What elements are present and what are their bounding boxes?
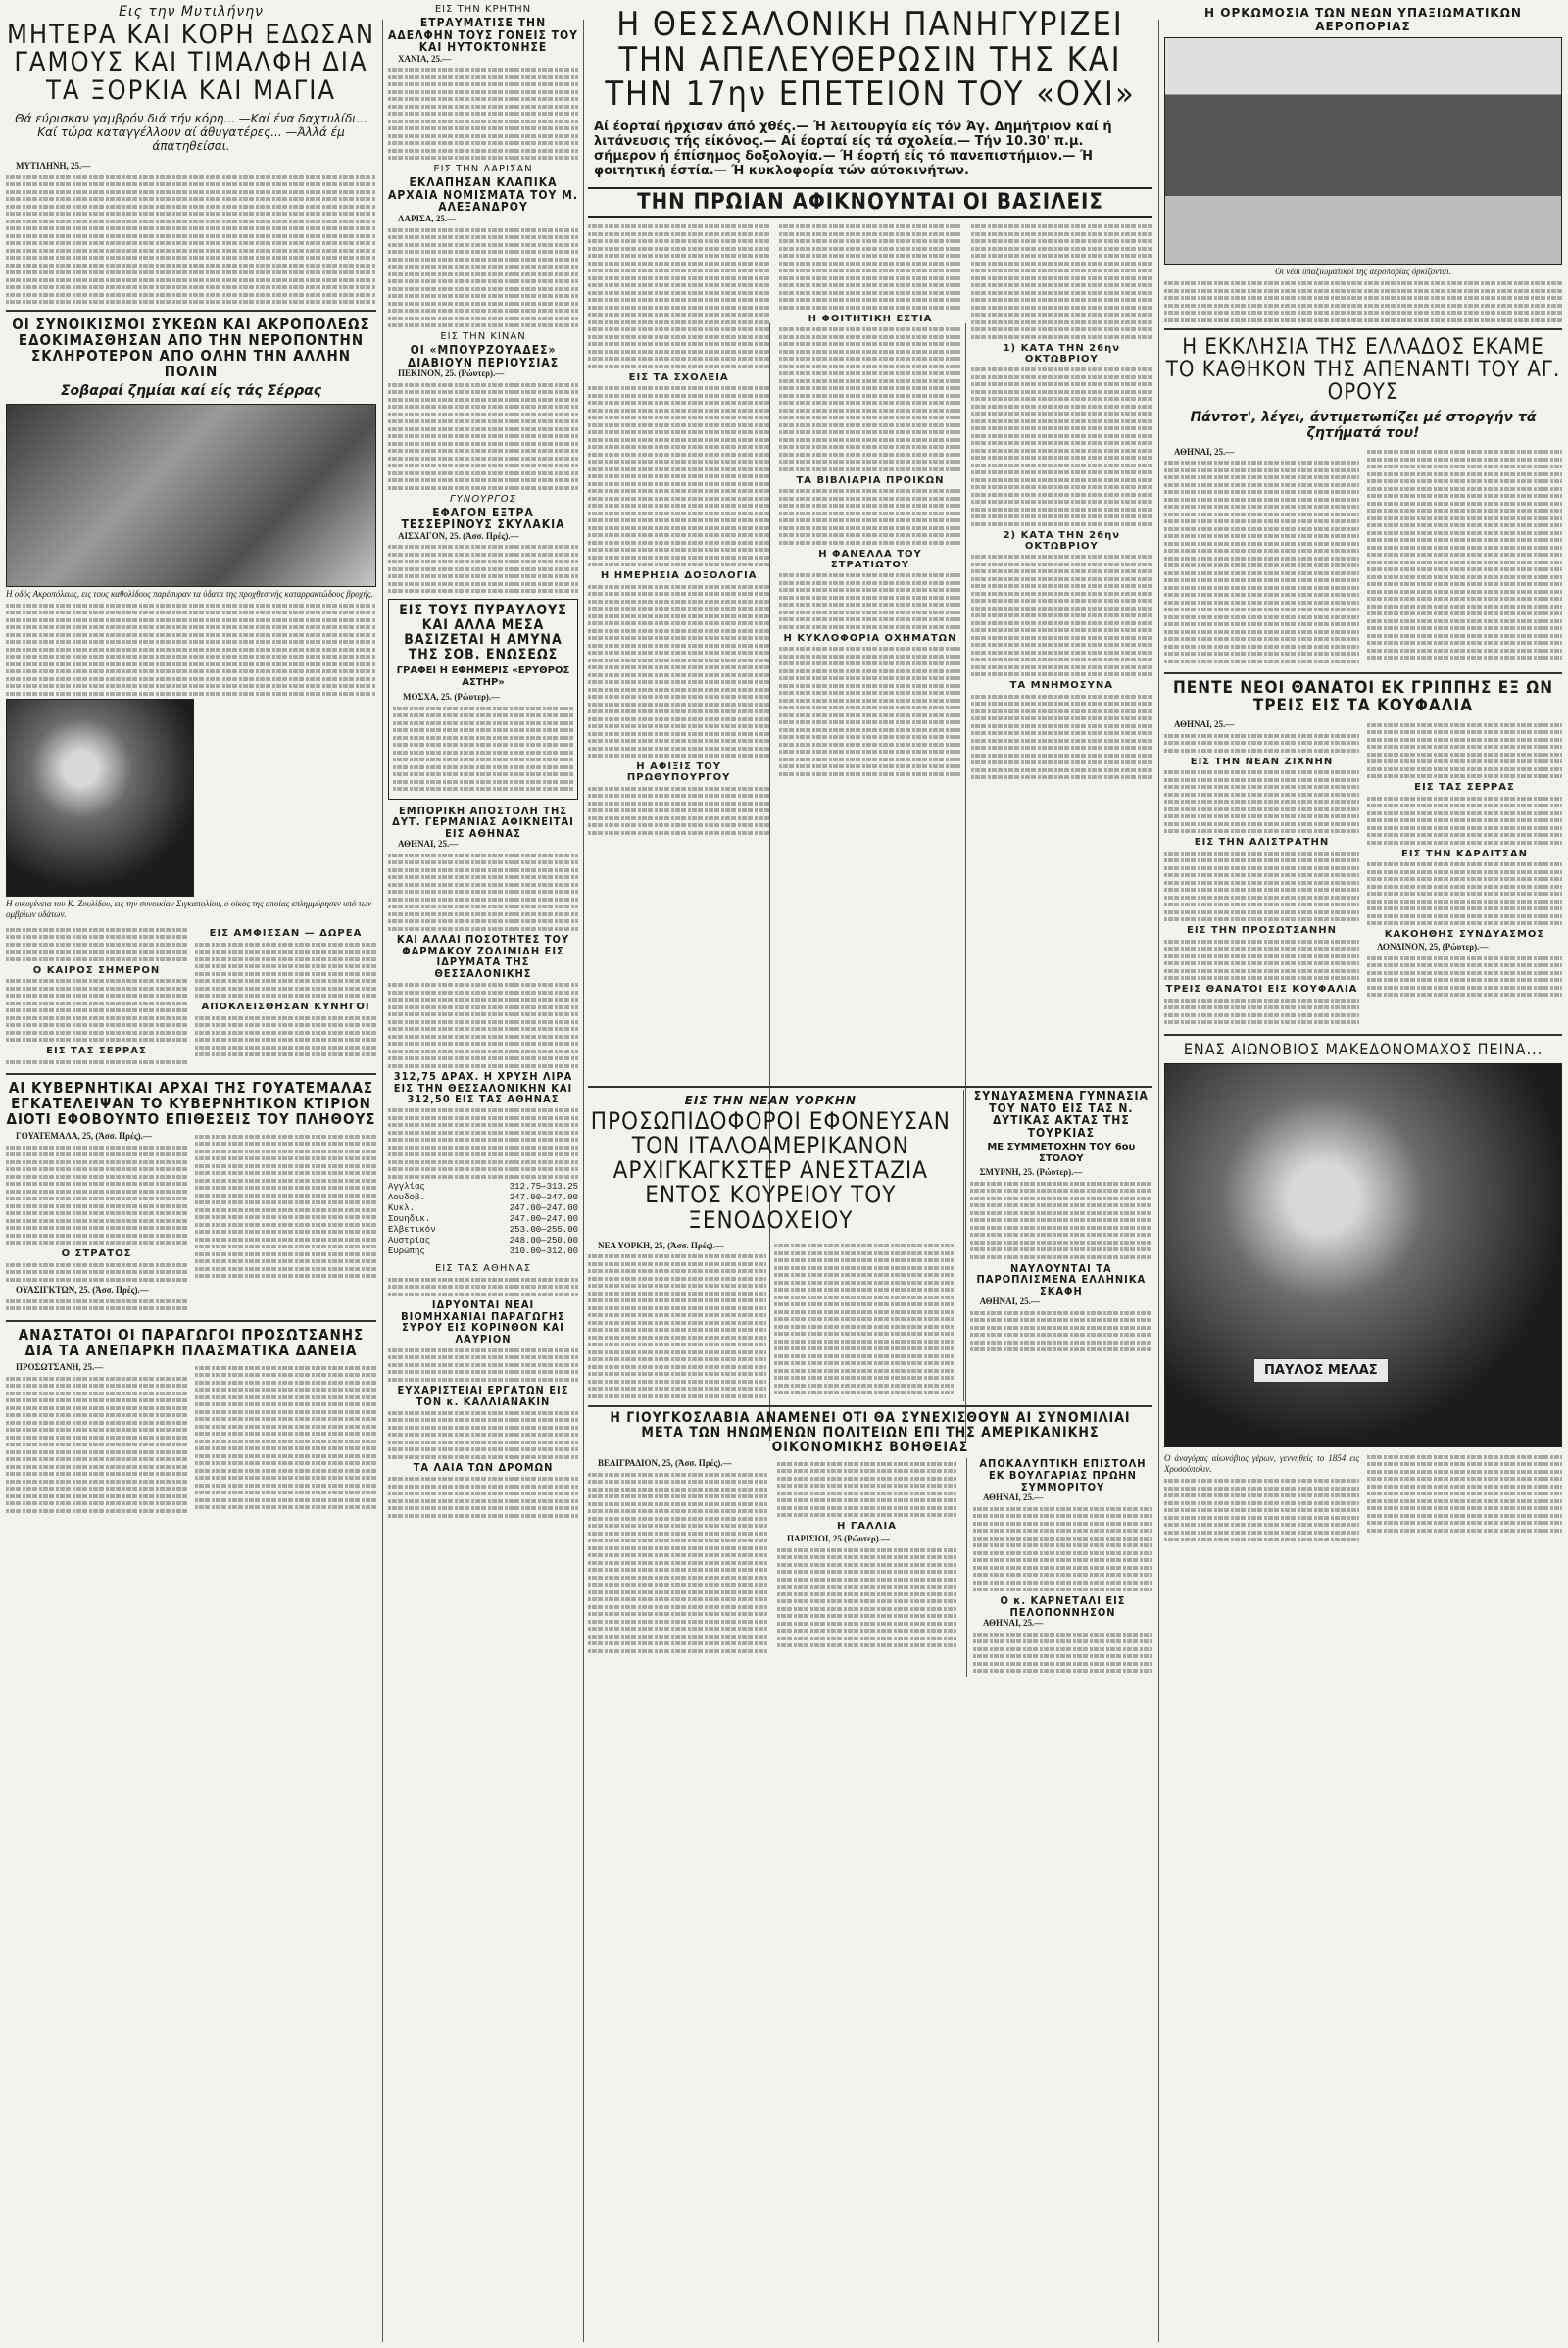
dateline: ΧΑΝΙΑ, 25.— xyxy=(398,53,452,64)
article-body xyxy=(1164,1451,1562,1545)
section-label: Η ΑΦΙΞΙΣ ΤΟΥ ΠΡΩΘΥΠΟΥΡΓΟΥ xyxy=(626,761,731,784)
dateline: ΒΕΛΙΓΡΑΔΙΟΝ, 25, (Άσσ. Πρές).— xyxy=(598,1458,732,1469)
article-body xyxy=(388,983,578,1068)
article-body xyxy=(970,1296,1152,1351)
article-body xyxy=(6,161,376,304)
kicker: ΓΥΝΟΥΡΓΟΣ xyxy=(450,493,516,505)
kicker: Εις την Μυτιλήνην xyxy=(119,4,264,20)
section-rule xyxy=(1164,328,1562,330)
photo-caption: Ο άναγόρας αίωνόβιος γέρων, γεννηθείς το 1854 εις Χρυσούπολιν. xyxy=(1164,1453,1359,1475)
dateline: ΛΑΡΙΣΑ, 25.— xyxy=(398,214,457,224)
dateline: ΑΘΗΝΑΙ, 25.— xyxy=(1174,446,1235,457)
headline-china: ΟΙ «ΜΠΟΥΡΖΟΥΑΔΕΣ» ΔΙΑΒΙΟΥΝ ΠΕΡΙΟΥΣΙΑΣ xyxy=(407,343,560,369)
headline-ships: ΝΑΥΛΟΥΝΤΑΙ ΤΑ ΠΑΡΟΠΛΙΣΜΕΝΑ ΕΛΛΗΝΙΚΑ ΣΚΑΦΗ xyxy=(976,1261,1147,1297)
section-rule xyxy=(6,310,376,312)
kicker: ΕΙΣ ΤΑΣ ΑΘΗΝΑΣ xyxy=(434,1263,532,1275)
section-label: ΕΙΣ ΤΑ ΣΧΟΛΕΙΑ xyxy=(628,371,729,383)
section-label: ΕΙΣ ΤΗΝ ΝΕΑΝ ΖΙΧΝΗΝ xyxy=(1190,756,1334,767)
dateline: ΑΘΗΝΑΙ, 25.— xyxy=(983,1492,1044,1503)
headline-nato: ΣΥΝΔΥΑΣΜΕΝΑ ΓΥΜΝΑΣΙΑ ΤΟΥ ΝΑΤΟ ΕΙΣ ΤΑΣ Ν. ΔΥΤΙΚΑΣ ΑΚΤΑΣ ΤΗΣ ΤΟΥΡΚΙΑΣ xyxy=(973,1088,1149,1140)
headline-dogs: ΕΦΑΓΟΝ ΕΞΤΡΑ ΤΕΣΣΕΡΙΝΟΥΣ ΣΚΥΛΑΚΙΑ xyxy=(401,505,565,532)
side-stories xyxy=(966,1458,1152,1676)
article-body xyxy=(393,692,573,791)
section-label: ΑΠΟΚΛΕΙΣΘΗΣΑΝ ΚΥΝΗΓΟΙ xyxy=(201,1002,370,1013)
kicker: ΕΙΣ ΤΗΝ ΝΕΑΝ ΥΟΡΚΗΝ xyxy=(684,1093,857,1107)
photo-caption: Οι νέοι ύπαξιωματικοί της αεροπορίας όρκίζονται. xyxy=(1275,267,1451,276)
kicker: ΕΙΣ ΤΗΝ ΚΡΗΤΗΝ xyxy=(434,4,532,15)
price-table xyxy=(388,1182,578,1257)
second-column xyxy=(388,0,578,1521)
main-headline: Η ΘΕΣΣΑΛΟΝΙΚΗ ΠΑΝΗΓΥΡΙΖΕΙ ΤΗΝ ΑΠΕΛΕΥΘΕΡΩΣΙΝ ΤΗΣ ΚΑΙ ΤΗΝ 17ην ΕΠΕΤΕΙΟΝ ΤΟΥ «ΟΧΙ» xyxy=(605,5,1136,115)
subhead-serres: Σοβαραί ζημίαι καί είς τάς Σέρρας xyxy=(60,383,322,400)
headline-guatemala: ΑΙ ΚΥΒΕΡΝΗΤΙΚΑΙ ΑΡΧΑΙ ΤΗΣ ΓΟΥΑΤΕΜΑΛΑΣ ΕΓΚΑΤΕΛΕΙΨΑΝ ΤΟ ΚΥΒΕΡΝΗΤΙΚΟΝ ΚΤΙΡΙΟΝ ΔΙΟΤΙ ΕΦΟΒΟΥΝΤΟ ΕΠΙΘΕΣΕΙΣ ΤΟΥ ΠΛΗΘΟΥΣ xyxy=(6,1079,376,1128)
main-story-columns xyxy=(588,221,1152,1084)
right-column xyxy=(1164,0,1562,1545)
price-row xyxy=(388,1203,578,1214)
article-body xyxy=(1164,447,1562,667)
column-rule xyxy=(583,20,584,2342)
headline-streets: ΤΑ ΛΑΙΑ ΤΩΝ ΔΡΟΜΩΝ xyxy=(413,1461,554,1475)
article-body xyxy=(388,54,578,161)
price-label: Λουδοβ. xyxy=(388,1193,425,1203)
section-label: Ο ΣΤΡΑΤΟΣ xyxy=(61,1248,132,1260)
article-body xyxy=(388,839,578,931)
subhead: ΜΕ ΣΥΜΜΕΤΟΧΗΝ ΤΟΥ 6ου ΣΤΟΛΟΥ xyxy=(987,1142,1136,1164)
section-label: 2) ΚΑΤΑ ΤΗΝ 26ην ΟΚΤΩΒΡΙΟΥ xyxy=(1003,529,1121,552)
dateline: ΟΥΑΣΙΓΚΤΩΝ, 25. (Άσσ. Πρές).— xyxy=(16,1285,149,1296)
price-label: Κυκλ. xyxy=(388,1203,416,1214)
section-rule xyxy=(1164,672,1562,674)
article-body xyxy=(388,1477,578,1518)
headline-flu: ΠΕΝΤΕ ΝΕΟΙ ΘΑΝΑΤΟΙ ΕΚ ΓΡΙΠΠΗΣ ΕΞ ΩΝ ΤΡΕΙΣ ΕΙΣ ΤΑ ΚΟΥΦΑΛΙΑ xyxy=(1172,678,1554,716)
section-label: ΕΙΣ ΤΑΣ ΣΕΡΡΑΣ xyxy=(1414,782,1515,794)
section-label: Η ΦΟΙΤΗΤΙΚΗ ΕΣΤΙΑ xyxy=(808,313,933,324)
price-value: 253.00—255.00 xyxy=(509,1225,578,1236)
headline-gold: 312,75 ΔΡΑΧ. Η ΧΡΥΣΗ ΛΙΡΑ ΕΙΣ ΤΗΝ ΘΕΣΣΑΛΟΝΙΚΗΝ ΚΑΙ 312,50 ΕΙΣ ΤΑΣ ΑΘΗΝΑΣ xyxy=(393,1070,573,1106)
article-body xyxy=(588,1458,767,1676)
price-row xyxy=(388,1193,578,1203)
macedon-fighter-photo xyxy=(1164,1063,1562,1447)
headline-macedon: ΕΝΑΣ ΑΙΩΝΟΒΙΟΣ ΜΑΚΕΔΟΝΟΜΑΧΟΣ ΠΕΙΝΑ... xyxy=(1183,1039,1544,1058)
subhead: ΓΡΑΦΕΙ Η ΕΦΗΜΕΡΙΣ «ΕΡΥΘΡΟΣ ΑΣΤΗΡ» xyxy=(396,665,570,688)
price-value: 247.00—247.00 xyxy=(509,1214,578,1225)
article-body xyxy=(970,1167,1152,1259)
price-row xyxy=(388,1236,578,1247)
article-body xyxy=(973,1618,1152,1673)
main-subhead: ΤΗΝ ΠΡΩΙΑΝ ΑΦΙΚΝΟΥΝΤΑΙ ΟΙ ΒΑΣΙΛΕΙΣ xyxy=(588,187,1152,218)
price-row xyxy=(388,1214,578,1225)
dateline: ΛΟΝΔΙΝΟΝ, 25, (Ρώυτερ).— xyxy=(1377,942,1489,953)
dateline: ΓΟΥΑΤΕΜΑΛΑ, 25, (Άσσ. Πρές).— xyxy=(16,1131,152,1142)
boxed-article xyxy=(388,599,578,799)
dateline: ΑΙΣΧΑΓΟΝ, 25. (Άσσ. Πρές).— xyxy=(398,530,519,541)
headline-crete: ΕΤΡΑΥΜΑΤΙΣΕ ΤΗΝ ΑΔΕΛΦΗΝ ΤΟΥΣ ΓΟΝΕΙΣ ΤΟΥ ΚΑΙ ΗΥΤΟΚΤΟΝΗΣΕ xyxy=(388,16,578,55)
headline-karneli: Ο κ. ΚΑΡΝΕΤΑΛΙ ΕΙΣ ΠΕΛΟΠΟΝΝΗΣΟΝ xyxy=(1000,1594,1126,1619)
headline-bulgaria: ΑΠΟΚΑΛΥΠΤΙΚΗ ΕΠΙΣΤΟΛΗ ΕΚ ΒΟΥΛΓΑΡΙΑΣ ΠΡΩΗΝ ΣΥΜΜΟΡΙΤΟΥ xyxy=(979,1457,1147,1493)
article-body xyxy=(388,368,578,490)
kicker: ΕΙΣ ΤΗΝ ΛΑΡΙΣΑΝ xyxy=(433,164,533,175)
price-value: 310.00—312.00 xyxy=(509,1247,578,1257)
section-rule xyxy=(1164,1034,1562,1036)
photo-headline: Η ΟΡΚΩΜΟΣΙΑ ΤΩΝ ΝΕΩΝ ΥΠΑΞΙΩΜΑΤΙΚΩΝ ΑΕΡΟΠΟΡΙΑΣ xyxy=(1204,6,1522,33)
section-label: ΕΙΣ ΤΗΝ ΚΑΡΔΙΤΣΑΝ xyxy=(1401,848,1528,859)
subhead-church: Πάντοτ', λέγει, άντιμετωπίζει μέ στοργήν τά ζητήματά του! xyxy=(1190,409,1537,441)
dateline: ΠΡΟΣΩΤΣΑΝΗ, 25.— xyxy=(16,1362,104,1373)
dateline: ΠΑΡΙΣΙΟΙ, 25 (Ρώυτερ).— xyxy=(787,1534,890,1544)
price-label: Ευρώπης xyxy=(388,1247,425,1257)
section-label: Η ΚΥΚΛΟΦΟΡΙΑ ΟΧΗΜΑΤΩΝ xyxy=(783,632,957,644)
left-column xyxy=(6,0,376,1516)
price-row xyxy=(388,1247,578,1257)
kicker: ΕΙΣ ΤΗΝ ΚΙΝΑΝ xyxy=(440,331,526,343)
section-label: Η ΗΜΕΡΗΣΙΑ ΔΟΞΟΛΟΓΙΑ xyxy=(600,570,758,582)
price-row xyxy=(388,1225,578,1236)
section-label: ΤΑ ΜΝΗΜΟΣΥΝΑ xyxy=(1009,680,1113,692)
section-label: ΚΑΚΟΗΘΗΣ ΣΥΝΔΥΑΣΜΟΣ xyxy=(1384,929,1545,941)
article-body xyxy=(779,221,960,1084)
column-rule xyxy=(1158,20,1159,2342)
dateline: ΠΕΚΙΝΟΝ, 25. (Ρώυτερ).— xyxy=(398,368,505,379)
article-body xyxy=(388,1348,578,1382)
price-label: Αυστρίας xyxy=(388,1236,431,1247)
article-body xyxy=(777,1458,956,1676)
section-label: ΕΙΣ ΑΜΦΙΣΣΑΝ — ΔΩΡΕΑ xyxy=(209,928,363,940)
price-label: Αγγλίας xyxy=(388,1182,425,1193)
airforce-oath-photo xyxy=(1164,37,1562,265)
headline-germany: ΕΜΠΟΡΙΚΗ ΑΠΟΣΤΟΛΗ ΤΗΣ ΔΥΤ. ΓΕΡΜΑΝΙΑΣ ΑΦΙΚΝΕΙΤΑΙ ΕΙΣ ΑΘΗΝΑΣ xyxy=(392,804,574,840)
article-body xyxy=(6,1362,376,1516)
headline-workers: ΕΥΧΑΡΙΣΤΕΙΑΙ ΕΡΓΑΤΩΝ ΕΙΣ ΤΟΝ κ. ΚΑΛΛΙΑΝΑΚΙΝ xyxy=(397,1384,569,1408)
section-rule xyxy=(6,1320,376,1322)
section-label: 1) ΚΑΤΑ ΤΗΝ 26ην ΟΚΤΩΒΡΙΟΥ xyxy=(1003,342,1121,365)
article-body xyxy=(588,221,769,1084)
column-rule xyxy=(382,20,383,2342)
main-deck: Αί έορταί ήρχισαν άπό χθές.— Ή λειτουργία είς τόν Άγ. Δημήτριον καί ή λιτάνευσις τής είκόνος.— Αί έορταί είς τά σχολεία.— Τήν 10.30' π.μ. σήμερον ή έπίσημος δοξολογία.— Ή έορτή είς τό πανεπιστήμιον.— Ή φοιτητική έστία.— Ή κυκλοφορία τών αύτοκινήτων. xyxy=(594,120,1112,178)
price-label: Σουηδικ. xyxy=(388,1214,431,1225)
name-plate: ΠΑΥΛΟΣ ΜΕΛΑΣ xyxy=(1253,1358,1389,1383)
article-body xyxy=(6,604,376,696)
flooded-family-photo xyxy=(6,699,194,897)
section-rule xyxy=(588,1405,1152,1407)
center-columns xyxy=(588,0,1152,1677)
section-label: Ο ΚΑΙΡΟΣ ΣΗΜΕΡΟΝ xyxy=(32,964,161,976)
headline-floods: ΟΙ ΣΥΝΟΙΚΙΣΜΟΙ ΣΥΚΕΩΝ ΚΑΙ ΑΚΡΟΠΟΛΕΩΣ ΕΔΟΚΙΜΑΣΘΗΣΑΝ ΑΠΟ ΤΗΝ ΝΕΡΟΠΟΝΤΗΝ ΣΚΛΗΡΟΤΕΡΟΝ ΑΠΟ ΟΛΗΝ ΤΗΝ ΑΛΛΗΝ ΠΟΛΙΝ xyxy=(12,316,370,380)
headline-yugoslavia: Η ΓΙΟΥΓΚΟΣΛΑΒΙΑ ΑΝΑΜΕΝΕΙ ΟΤΙ ΘΑ ΣΥΝΕΧΙΣΘΟΥΝ ΑΙ ΣΥΝΟΜΙΛΙΑΙ ΜΕΤΑ ΤΩΝ ΗΝΩΜΕΝΩΝ ΠΟΛΙΤΕΙΩΝ ΕΠΙ ΤΗΣ ΑΜΕΡΙΚΑΝΙΚΗΣ ΟΙΚΟΝΟΜΙΚΗΣ ΒΟΗΘΕΙΑΣ xyxy=(610,1410,1131,1455)
section-rule xyxy=(6,1073,376,1075)
dateline: ΑΘΗΝΑΙ, 25.— xyxy=(983,1618,1044,1629)
article-body xyxy=(6,924,376,1067)
price-label: Ελβετικόν xyxy=(388,1225,436,1236)
headline-industry: ΙΔΡΥΟΝΤΑΙ ΝΕΑΙ ΒΙΟΜΗΧΑΝΙΑΙ ΠΑΡΑΓΩΓΗΣ ΣΥΡΟΥ ΕΙΣ ΚΟΡΙΝΘΟΝ ΚΑΙ ΛΑΥΡΙΟΝ xyxy=(401,1298,565,1345)
price-value: 247.00—247.00 xyxy=(509,1203,578,1214)
section-label: ΕΙΣ ΤΗΝ ΑΛΙΣΤΡΑΤΗΝ xyxy=(1194,837,1330,849)
section-label: Η ΓΑΛΛΙΑ xyxy=(837,1521,897,1533)
section-label: ΤΑ ΒΙΒΛΙΑΡΙΑ ΠΡΟΙΚΩΝ xyxy=(796,474,945,486)
section-label: ΤΡΕΙΣ ΘΑΝΑΤΟΙ ΕΙΣ ΚΟΥΦΑΛΙΑ xyxy=(1165,984,1358,996)
article-body xyxy=(388,531,578,594)
article-body xyxy=(388,1411,578,1459)
section-label: Η ΦΑΝΕΛΛΑ ΤΟΥ ΣΤΡΑΤΙΩΤΟΥ xyxy=(818,548,922,570)
photo-caption: Η οικογένεια του Κ. Ζουλίδου, εις την συνοικίαν Σιγκαπολίου, ο οίκος της οποίας επλημμύρησεν υπό των ομβρίων υδάτων. xyxy=(6,899,372,920)
dateline: ΑΘΗΝΑΙ, 25.— xyxy=(979,1296,1040,1307)
headline-anastasia: ΠΡΟΣΩΠΙΔΟΦΟΡΟΙ ΕΦΟΝΕΥΣΑΝ ΤΟΝ ΙΤΑΛΟΑΜΕΡΙΚΑΝΟΝ ΑΡΧΙΓΚΑΓΚΣΤΕΡ ΑΝΕΣΤΑΖΙΑ ΕΝΤΟΣ ΚΟΥΡΕΙΟΥ ΤΟΥ ΞΕΝΟΔΟΧΕΙΟΥ xyxy=(590,1106,951,1234)
section-label: ΕΙΣ ΤΗΝ ΠΡΟΣΩΤΣΑΝΗΝ xyxy=(1187,925,1337,937)
photo-caption: Η οδός Ακροπόλεως, εις τους καθολίδους παρέσυραν τα ύδατα της προχθεσινής καταρρακτώδους βροχής. xyxy=(6,588,373,599)
lower-center xyxy=(588,1090,1152,1401)
dateline: ΜΥΤΙΛΗΝΗ, 25.— xyxy=(16,161,91,171)
article-body xyxy=(6,1131,376,1314)
section-rule xyxy=(588,1086,1152,1088)
headline-church: Η ΕΚΚΛΗΣΙΑ ΤΗΣ ΕΛΛΑΔΟΣ ΕΚΑΜΕ ΤΟ ΚΑΘΗΚΟΝ ΤΗΣ ΑΠΕΝΑΝΤΙ ΤΟΥ ΑΓ. ΟΡΟΥΣ xyxy=(1165,334,1561,405)
dateline: ΑΘΗΝΑΙ, 25.— xyxy=(1174,719,1235,730)
newyork-story xyxy=(588,1090,954,1401)
dateline: ΜΟΣΧΑ, 25. (Ρώυτερ).— xyxy=(403,692,501,703)
headline-rockets: ΕΙΣ ΤΟΥΣ ΠΥΡΑΥΛΟΥΣ ΚΑΙ ΑΛΛΑ ΜΕΣΑ ΒΑΣΙΖΕΤΑΙ Η ΑΜΥΝΑ ΤΗΣ ΣΟΒ. ΕΝΩΣΕΩΣ xyxy=(399,603,567,662)
yugoslavia-story xyxy=(588,1458,1152,1676)
nato-story xyxy=(963,1090,1152,1401)
flood-street-photo xyxy=(6,404,376,587)
dateline: ΑΘΗΝΑΙ, 25.— xyxy=(398,839,459,850)
article-body xyxy=(388,1278,578,1296)
price-row xyxy=(388,1182,578,1193)
section-label: ΕΙΣ ΤΑΣ ΣΕΡΡΑΣ xyxy=(46,1046,147,1057)
headline-medicine: ΚΑΙ ΑΛΛΑΙ ΠΟΣΟΤΗΤΕΣ ΤΟΥ ΦΑΡΜΑΚΟΥ ΖΟΛΙΜΙΔΗ ΕΙΣ ΙΔΡΥΜΑΤΑ ΤΗΣ ΘΕΣΣΑΛΟΝΙΚΗΣ xyxy=(396,933,570,980)
article-body xyxy=(1164,281,1562,322)
article-body xyxy=(588,1241,954,1402)
lede: Θά εύρισκαν γαμβρόν διά τήν κόρη... —Καί ένα δαχτυλίδι... Καί τώρα καταγγέλλουν αί άθυγατέρες... —Άλλά έμ άπατηθείσαι. xyxy=(15,112,368,153)
price-value: 312.75—313.25 xyxy=(509,1182,578,1193)
price-value: 248.00—250.00 xyxy=(509,1236,578,1247)
article-body xyxy=(973,1492,1152,1591)
article-body xyxy=(388,214,578,327)
dateline: ΣΜΥΡΝΗ, 25. (Ρώυτερ).— xyxy=(979,1167,1083,1178)
article-body xyxy=(971,221,1152,1084)
article-body xyxy=(388,1108,578,1179)
dateline: ΝΕΑ ΥΟΡΚΗ, 25, (Άσσ. Πρές).— xyxy=(598,1240,724,1250)
price-value: 247.00—247.00 xyxy=(509,1193,578,1203)
headline-larisa: ΕΚΛΑΠΗΣΑΝ ΚΛΑΠΙΚΑ ΑΡΧΑΙΑ ΝΟΜΙΣΜΑΤΑ ΤΟΥ Μ. ΑΛΕΞΑΝΔΡΟΥ xyxy=(388,175,578,215)
article-body xyxy=(1164,719,1562,1028)
headline-mytilene: ΜΗΤΕΡΑ ΚΑΙ ΚΟΡΗ ΕΔΩΣΑΝ ΓΑΜΟΥΣ ΚΑΙ ΤΙΜΑΛΦΗ ΔΙΑ ΤΑ ΞΟΡΚΙΑ ΚΑΙ ΜΑΓΙΑ xyxy=(6,20,376,106)
headline-producers: ΑΝΑΣΤΑΤΟΙ ΟΙ ΠΑΡΑΓΩΓΟΙ ΠΡΟΣΩΤΣΑΝΗΣ ΔΙΑ ΤΑ ΑΝΕΠΑΡΚΗ ΠΛΑΣΜΑΤΙΚΑ ΔΑΝΕΙΑ xyxy=(18,1325,365,1359)
